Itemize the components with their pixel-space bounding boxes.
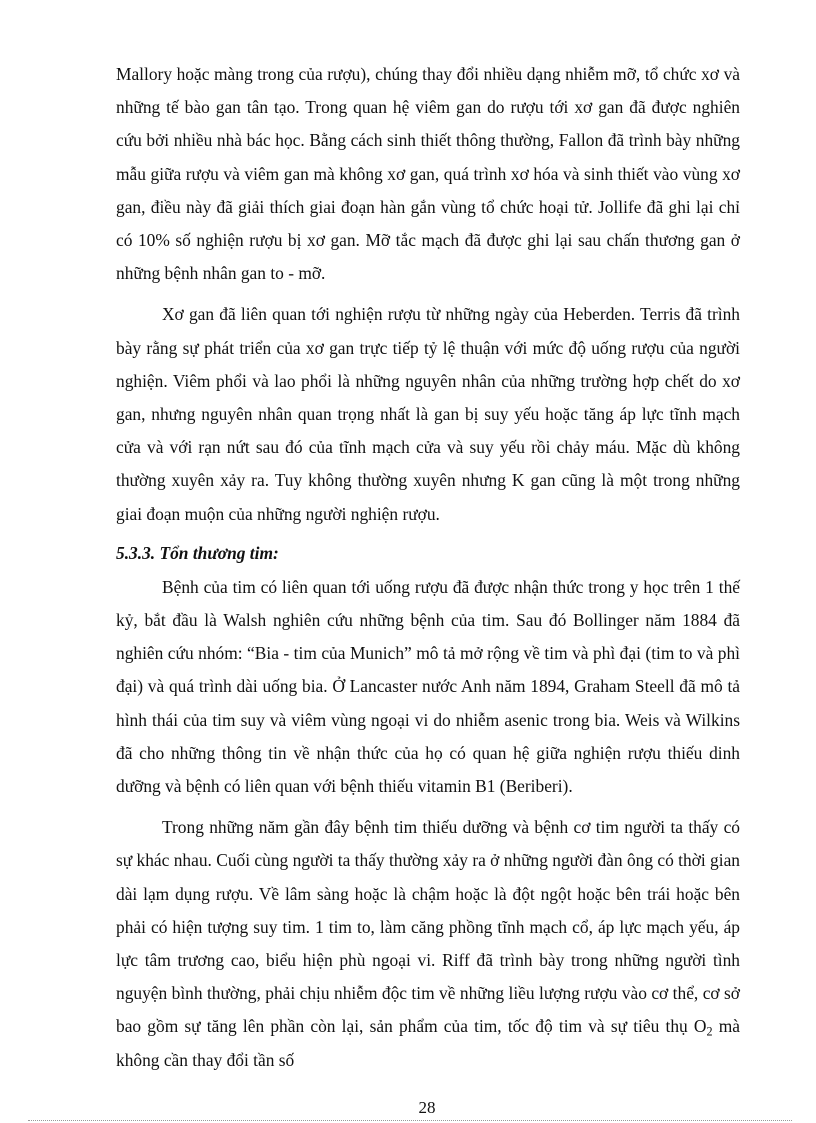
paragraph-cardiomyopathy xyxy=(116,811,740,1077)
page-number: 28 xyxy=(418,1098,436,1117)
paragraph-cardiomyopathy-tail: mà không cần thay đổi tần số xyxy=(116,1016,740,1070)
paragraph-cardiomyopathy-text: Trong những năm gần đây bệnh tim thiếu dưỡng và bệnh cơ tim người ta thấy có sự khác nhau. Cuối cùng người ta thấy thường xảy ra ở những người đàn ông có thời gian dài lạm dụng rượu. Về lâm sàng hoặc là chậm hoặc là đột ngột hoặc bên trái hoặc bên phải có hiện tượng suy tim. 1 tim to, làm căng phồng tĩnh mạch cổ, áp lực mạch yếu, áp lực tâm trương cao, biểu hiện phù ngoại vi. Riff đã trình bày trong những người tình nguyện bình thường, phải chịu nhiễm độc tim về những liều lượng rượu vào cơ thể, cơ sở bao gồm sự tăng lên phần còn lại, sản phẩm của tim, tốc độ tim và sự tiêu thụ O xyxy=(116,817,740,1037)
paragraph-gap xyxy=(116,290,740,298)
document-body xyxy=(116,58,740,1077)
paragraph-heart-disease-history: Bệnh của tim có liên quan tới uống rượu đã được nhận thức trong y học trên 1 thế kỷ, bắt đầu là Walsh nghiên cứu những bệnh của tim. Sau đó Bollinger năm 1884 đã nghiên cứu nhóm: “Bia - tim của Munich” mô tả mở rộng về tim và phì đại (tim to và phì đại) và quá trình dài uống bia. Ở Lancaster nước Anh năm 1894, Graham Steell đã mô tả hình thái của tim suy và viêm vùng ngoại vi do nhiễm asenic trong bia. Weis và Wilkins đã cho những thông tin về nhận thức của họ có quan hệ giữa nghiện rượu thiếu dinh dưỡng và bệnh có liên quan với bệnh thiếu vitamin B1 (Beriberi). xyxy=(116,576,740,797)
footer-divider xyxy=(28,1120,792,1121)
paragraph-cirrhosis-alcoholism: Xơ gan đã liên quan tới nghiện rượu từ những ngày của Heberden. Terris đã trình bày rằng sự phát triển của xơ gan trực tiếp tỷ lệ thuận với mức độ uống rượu của người nghiện. Viêm phổi và lao phổi là những nguyên nhân của những trường hợp chết do xơ gan, nhưng nguyên nhân quan trọng nhất là gan bị suy yếu hoặc tăng áp lực tĩnh mạch cửa và với rạn nứt sau đó của tĩnh mạch cửa và suy yếu rồi chảy máu. Mặc dù không thường xuyên xảy ra. Tuy không thường xuyên nhưng K gan cũng là một trong những giai đoạn muộn của những người nghiện rượu. xyxy=(116,304,740,524)
paragraph-gap xyxy=(116,803,740,811)
paragraph-liver-cirrhosis-research: Mallory hoặc màng trong của rượu), chúng thay đổi nhiều dạng nhiễm mỡ, tổ chức xơ và những tế bào gan tân tạo. Trong quan hệ viêm gan do rượu tới xơ gan đã được nghiên cứu bởi nhiều nhà bác học. Bằng cách sinh thiết thông thường, Fallon đã trình bày những mẫu giữa rượu và viêm gan mà không xơ gan, quá trình xơ hóa và sinh thiết vào vùng xơ gan, điều này đã giải thích giai đoạn hàn gắn vùng tổ chức hoại tử. Jollife đã ghi lại chỉ có 10% số nghiện rượu bị xơ gan. Mỡ tắc mạch đã được ghi lại sau chấn thương gan ở những bệnh nhân gan to - mỡ. xyxy=(116,64,740,284)
section-heading-heart-damage: 5.3.3. Tổn thương tim: xyxy=(116,542,279,563)
oxygen-subscript: 2 xyxy=(706,1025,713,1040)
